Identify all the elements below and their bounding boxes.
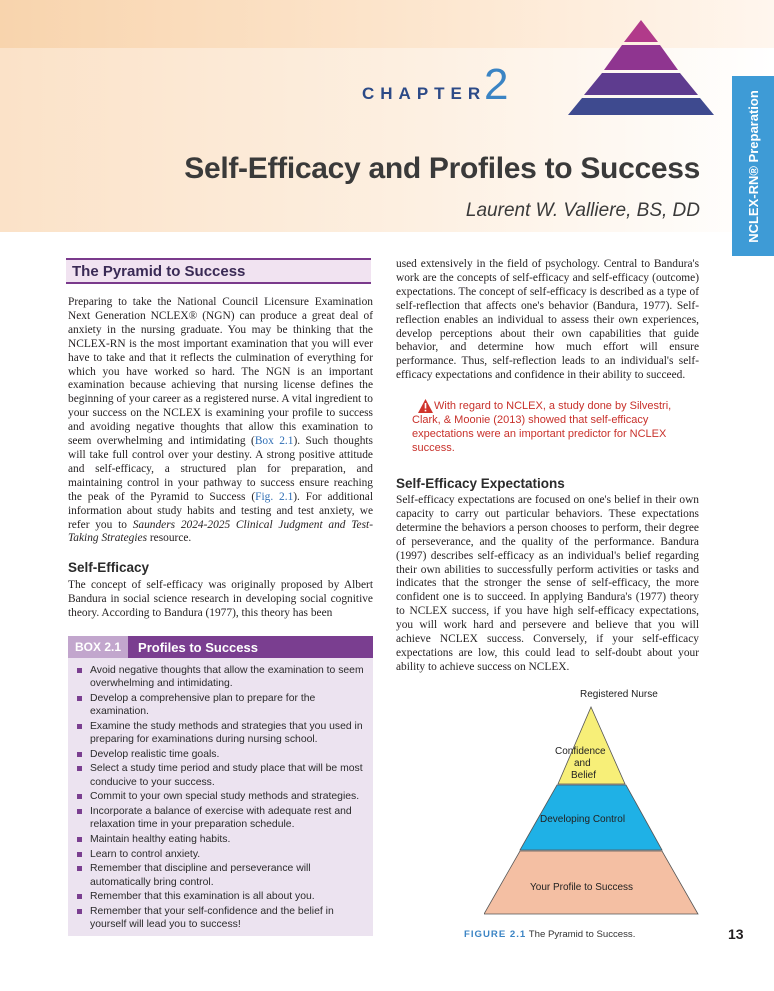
intro-text-1: Preparing to take the National Council Licensure Examination Next Generation NCLEX® (NGN) can produce a great deal of anxiety in the nursing graduate. You may be thinking that the NCLEX-RN is the most important examination that you will ever have to take and that it reflects the culmination of everything for which you have worked so hard. The NGN is an important examination because achieving that nursing license defines the beginning of your career as a registered nurse. A vital ingredient to your success on the NCLEX is examining your profile to success and avoiding negative thoughts that allow this examination to seem overwhelming and intimidating ( — [68, 296, 373, 448]
tier-mid-label: Developing Control — [540, 814, 626, 825]
caption-text: The Pyramid to Success. — [528, 929, 636, 940]
intro-text-4: resource. — [147, 532, 192, 545]
pyramid-group — [484, 689, 698, 914]
side-tab — [732, 76, 774, 256]
list-item: Remember that your self-confidence and the belief in yourself will lead you to success! — [76, 905, 365, 931]
profiles-list — [68, 658, 373, 931]
ncl-callout — [412, 399, 702, 455]
bullet-icon — [77, 794, 82, 799]
box-reference-link[interactable]: Box 2.1 — [254, 435, 294, 448]
box-header — [68, 636, 373, 658]
side-tab-label: NCLEX-RN® Preparation — [745, 89, 761, 243]
author-name: Laurent W. Valliere, BS, DD — [465, 200, 700, 221]
chapter-label: CHAPTER — [362, 84, 487, 103]
list-item: Incorporate a balance of exercise with adequate rest and relaxation time in your preparation schedule. — [76, 805, 365, 831]
section-heading-box — [66, 258, 371, 284]
bullet-icon — [77, 809, 82, 814]
tier-top-label-1: Confidence — [555, 746, 606, 757]
bullet-icon — [77, 852, 82, 857]
chapter-number: 2 — [484, 60, 509, 109]
tier-base-label: Your Profile to Success — [530, 882, 634, 893]
list-item: Maintain healthy eating habits. — [76, 833, 365, 846]
bullet-icon — [77, 866, 82, 871]
list-item: Remember that discipline and perseverance will automatically bring control. — [76, 862, 365, 888]
list-item: Develop a comprehensive plan to prepare for the examination. — [76, 692, 365, 718]
list-item: Learn to control anxiety. — [76, 848, 365, 861]
apex-label: Registered Nurse — [580, 689, 658, 700]
expectations-text: Self-efficacy expectations are focused on one's belief in their own capacity to carry out particular behaviors. These expectations determine the behaviors a person chooses to perform, their degree of perseverance, and the quality of the performance. Bandura (1997) describes self-efficacy as an individual's belief regarding their own abilities to successfully perform activities or tasks and indicates that the stronger the sense of self-efficacy, the more confident one is to succeed. In applying Bandura's (1977) theory to NCLEX success, if you have high self-efficacy expectations, you will work hard and persevere and believe that you will achieve NCLEX success. Conversely, if your self-efficacy expectations are low, this could lead to self-doubt about your ability to achieve success on NCLEX. — [396, 494, 699, 673]
tier-top-label-2: and — [574, 758, 591, 769]
subheading-expectations: Self-Efficacy Expectations — [396, 476, 565, 491]
continued-text: used extensively in the field of psychology. Central to Bandura's work are the concepts of self-efficacy and self-efficacy (outcome) expectations. The concept of self-efficacy is described as a type of self-reflection that affects one's behavior (Bandura, 1977). Self-reflection enables an individual to assess their own experiences, develop perceptions about their own capabilities that guide behavior, and determine how much effort will ensure performance. Thus, self-reflection leads to an individual's self-efficacy expectations and confidence in their ability to succeed. — [396, 258, 699, 382]
box-label: BOX 2.1 — [68, 636, 128, 658]
intro-paragraph — [68, 296, 373, 546]
bullet-icon — [77, 752, 82, 757]
list-item: Develop realistic time goals. — [76, 748, 365, 761]
profiles-box — [68, 636, 373, 936]
decorative-pyramid-icon — [566, 20, 716, 115]
page-number: 13 — [728, 926, 744, 942]
section-title: The Pyramid to Success — [72, 263, 246, 280]
bullet-icon — [77, 894, 82, 899]
pyramid-figure — [484, 688, 710, 932]
list-item: Commit to your own special study methods and strategies. — [76, 790, 365, 803]
list-item: Avoid negative thoughts that allow the examination to seem overwhelming and intimidating. — [76, 664, 365, 690]
box-title: Profiles to Success — [138, 639, 258, 655]
right-column-text — [396, 258, 699, 383]
page-title: Self-Efficacy and Profiles to Success — [184, 152, 700, 185]
intro-text-3: ). For additional information about study habits and testing and test anxiety, we refer you to — [68, 490, 373, 531]
subheading-self-efficacy: Self-Efficacy — [68, 560, 150, 575]
list-item: Examine the study methods and strategies that you used in preparing for examinations during nursing school. — [76, 720, 365, 746]
bullet-icon — [77, 724, 82, 729]
bullet-icon — [77, 837, 82, 842]
list-item: Select a study time period and study place that will be most conducive to your success. — [76, 762, 365, 788]
bullet-icon — [77, 668, 82, 673]
bullet-icon — [77, 766, 82, 771]
tier-top-label-3: Belief — [571, 770, 597, 781]
self-efficacy-text: The concept of self-efficacy was originally proposed by Albert Bandura in social science research in developing social cognitive theory. According to Bandura (1977), this theory has been — [68, 579, 373, 619]
figure-caption — [464, 929, 635, 940]
bullet-icon — [77, 909, 82, 914]
expectations-section — [396, 476, 699, 675]
callout-text: With regard to NCLEX, a study done by Silvestri, Clark, & Moonie (2013) showed that self-efficacy expectations were an important predictor for NCLEX success. — [412, 400, 672, 454]
self-efficacy-section — [68, 560, 373, 621]
book-title: Saunders 2024-2025 Clinical Judgment and Test-Taking Strategies — [68, 518, 373, 545]
bullet-icon — [77, 696, 82, 701]
caption-label: FIGURE 2.1 — [464, 929, 527, 940]
figure-reference-link[interactable]: Fig. 2.1 — [255, 490, 294, 503]
intro-text-2: ). Such thoughts will take full control over your destiny. A strong positive attitude and self-efficacy, a structured plan for preparation, and maintaining control in your pathway to success ensure reaching the peak of the Pyramid to Success ( — [68, 435, 373, 503]
list-item: Remember that this examination is all about you. — [76, 890, 365, 903]
